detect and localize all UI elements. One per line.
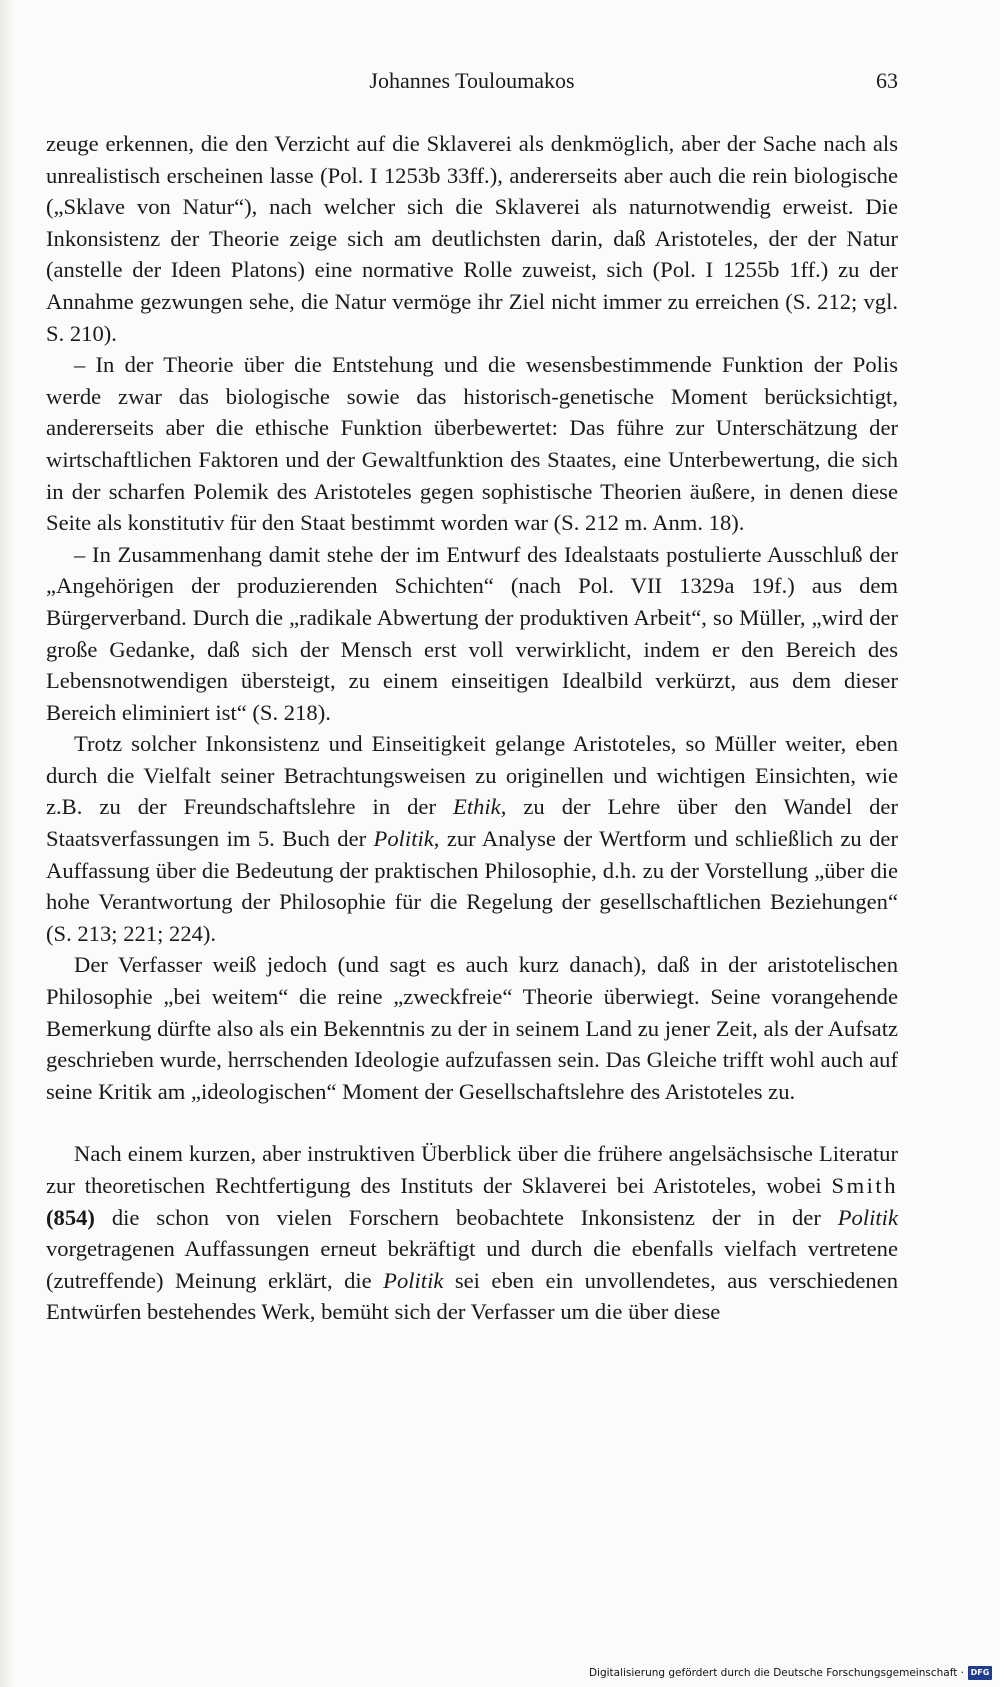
paragraph-6-text-c: vorgetragenen Auffassungen erneut bekräftigt und durch die ebenfalls vielfach vertretene (zutreffende) Meinung erklärt, die [46, 1236, 898, 1293]
paragraph-3: – In Zusammenhang damit stehe der im Entwurf des Idealstaats postulierte Ausschluß der „Angehörigen der produzierenden Schichten“ (nach Pol. VII 1329a 19f.) aus dem Bürgerverband. Durch die „radikale Abwertung der produktiven Arbeit“, so Müller, „wird der große Gedanke, daß sich der Mensch erst voll verwirklicht, indem er den Bereich des Lebensnotwendigen übersteigt, zu einem einseitigen Idealbild verkürzt, aus dem dieser Bereich eliminiert ist“ (S. 218). [46, 541, 898, 725]
paragraph-5: Der Verfasser weiß jedoch (und sagt es auch kurz danach), daß in der aristotelischen Philosophie „bei weitem“ die reine „zweckfreie“ Theorie überwiegt. Seine vorangehende Bemerkung dürfte also als ein Bekenntnis zu der in seinem Land zu jener Zeit, als der Aufsatz geschrieben wurde, herrschenden Ideologie aufzufassen sein. Das Gleiche trifft wohl auch auf seine Kritik am „ideologischen“ Moment der Gesellschaftslehre des Aristoteles zu. [46, 952, 898, 1104]
paragraph-2: – In der Theorie über die Entstehung und die wesensbestimmende Funktion der Polis werde zwar das biologische sowie das historisch-genetische Moment berücksichtigt, andererseits aber die ethische Funktion überbewertet: Das führe zur Unterschätzung der wirtschaftlichen Faktoren und der Gewaltfunktion des Staates, eine Unterbewertung, die sich in der scharfen Polemik des Aristoteles gegen sophistische Theorien äußere, in denen diese Seite als konstitutiv für den Staat bestimmt worden war (S. 212 m. Anm. 18). [46, 352, 898, 536]
paragraph-6-politik: Politik [837, 1204, 898, 1230]
page-number: 63 [876, 68, 898, 93]
paragraph-4-text-c: , zu der Lehre über den Wandel der Staatsverfassungen im 5. Buch der [46, 794, 898, 852]
body-text [46, 128, 898, 1328]
paragraph-6 [46, 1138, 898, 1328]
paragraph-4 [46, 728, 898, 949]
paragraph-6-text-d: sei eben ein unvollendetes, aus verschiedenen Entwürfen bestehendes Werk, bemüht sich der Verfasser um die über diese [46, 1267, 899, 1325]
digitization-footer [589, 1663, 992, 1683]
paragraph-6-politik-2: Politik [383, 1267, 444, 1293]
dfg-logo-icon: DFG [968, 1666, 992, 1680]
author-name-smith: Smith [831, 1173, 898, 1198]
paragraph-4-text-a: Trotz solcher Inkonsistenz und Einseitigkeit gelange Aristoteles, so Müller weiter, eben durch die Vielfalt seiner Betrachtungsweisen zu originellen und wichtigen Einsichten, wie z.B. zu der Freundschaftslehre in der [46, 731, 898, 820]
running-head [46, 66, 898, 96]
paragraph-6-text-b: die schon von vielen Forschern beobachtete Inkonsistenz der in der [94, 1204, 838, 1230]
paragraph-4-text-e: , zur Analyse der Wertform und schließlich zu der Auffassung über die Bedeutung der praktischen Philosophie, d.h. zu der Vorstellung „über die hohe Verantwortung der Philosophie für die Regelung der gesellschaftlichen Beziehungen“ (S. 213; 221; 224). [46, 826, 898, 946]
paragraph-1: zeuge erkennen, die den Verzicht auf die Sklaverei als denkmöglich, aber der Sache nach als unrealistisch erscheinen lasse (Pol. I 1253b 33ff.), andererseits aber auch die rein biologische („Sklave von Natur“), nach welcher sich die Sklaverei als naturnotwendig erweist. Die Inkonsistenz der Theorie zeige sich am deutlichsten darin, daß Aristoteles, der der Natur (anstelle der Ideen Platons) eine normative Rolle zuweist, sich (Pol. I 1255b 1ff.) zu der Annahme gezwungen sehe, die Natur vermöge ihr Ziel nicht immer zu erreichen (S. 212; vgl. S. 210). [46, 131, 898, 346]
paragraph-4-politik: Politik [373, 826, 434, 852]
paragraph-4-ethik: Ethik [453, 794, 501, 820]
footer-text: Digitalisierung gefördert durch die Deutsche Forschungsgemeinschaft · [588, 1667, 964, 1679]
paragraph-6-text-a: Nach einem kurzen, aber instruktiven Überblick über die frühere angelsächsische Literatur zur theoretischen Rechtfertigung des Instituts der Sklaverei bei Aristoteles, wobei [46, 1141, 898, 1198]
running-head-author: Johannes Touloumakos [369, 68, 575, 93]
reference-number: (854) [46, 1204, 95, 1230]
